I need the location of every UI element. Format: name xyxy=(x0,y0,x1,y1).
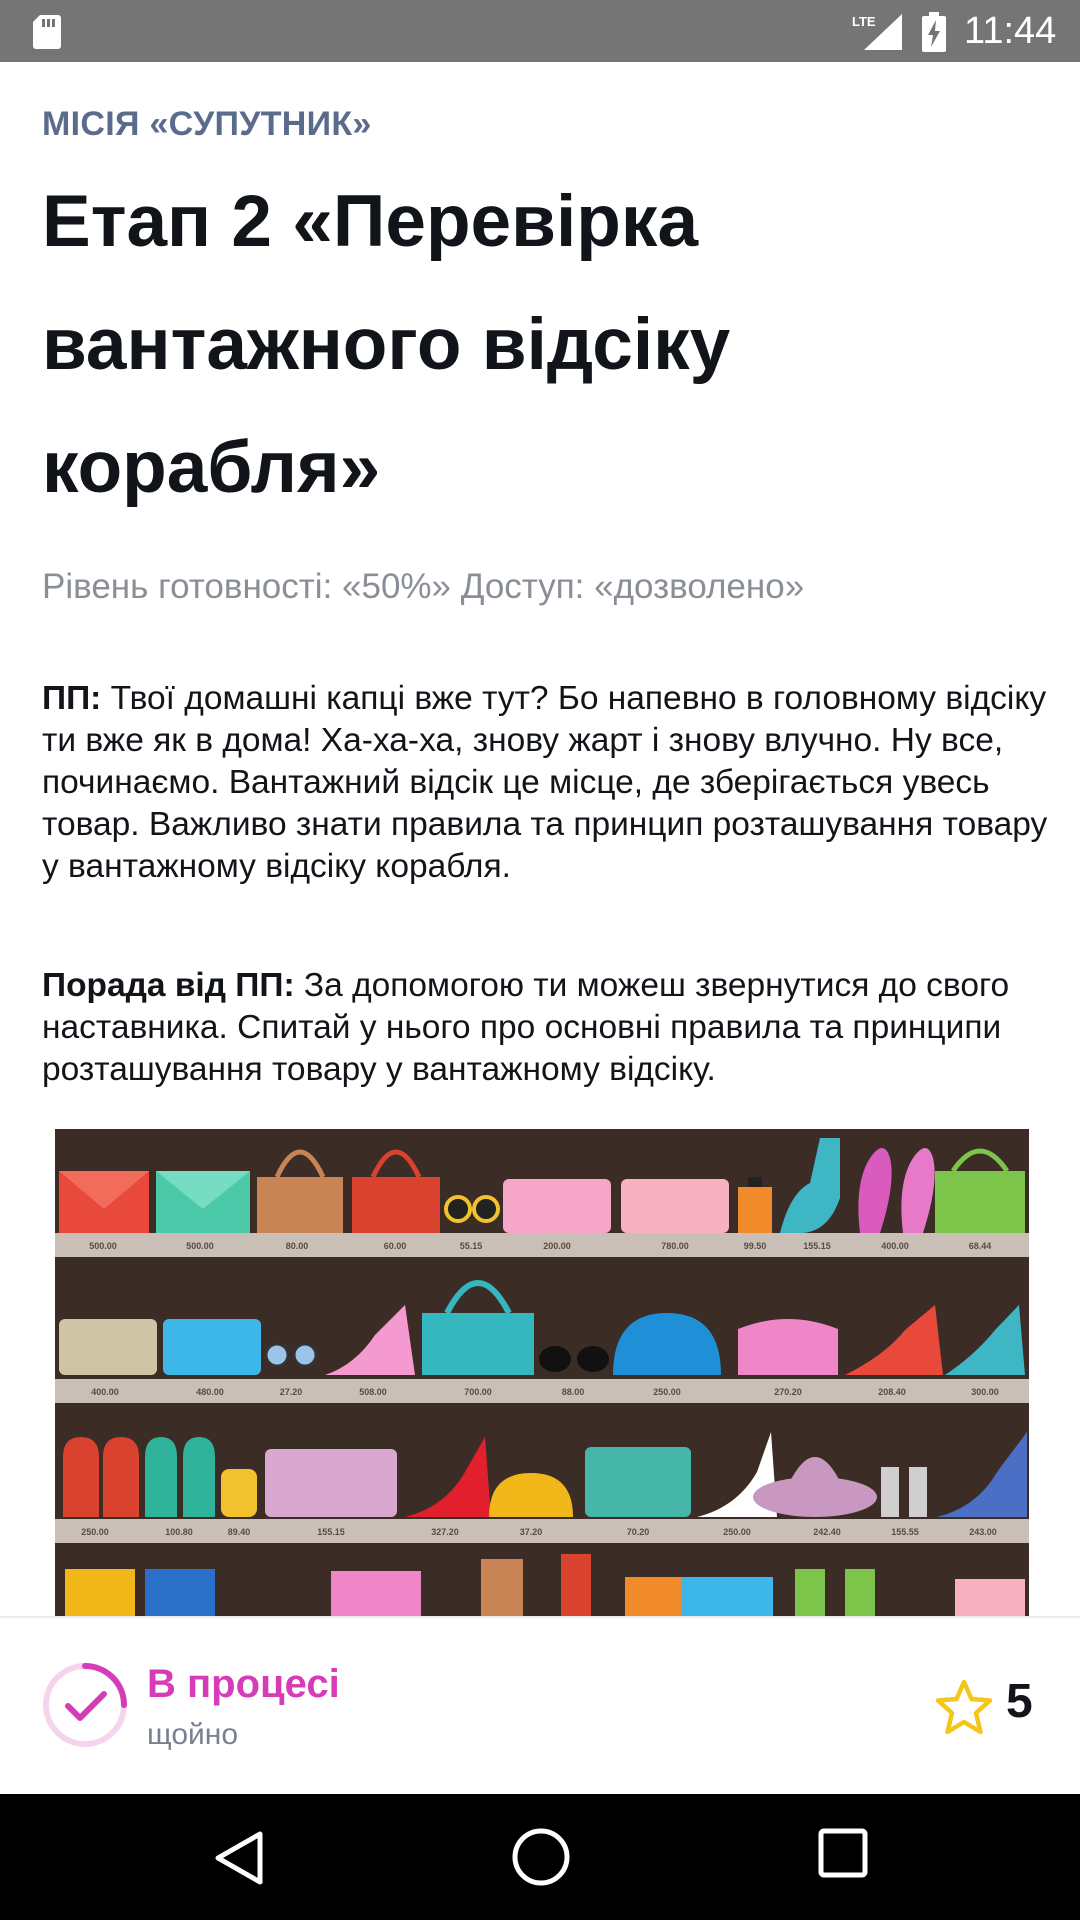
star-outline-icon xyxy=(934,1678,994,1736)
svg-text:270.20: 270.20 xyxy=(774,1387,802,1397)
svg-text:155.55: 155.55 xyxy=(891,1527,919,1537)
readiness-status: Рівень готовності: «50%» Доступ: «дозволено» xyxy=(42,567,805,606)
nav-back-icon[interactable] xyxy=(210,1828,266,1888)
status-bar xyxy=(0,0,1080,62)
check-circle-icon xyxy=(40,1660,130,1750)
svg-text:250.00: 250.00 xyxy=(81,1527,109,1537)
svg-text:780.00: 780.00 xyxy=(661,1241,689,1251)
svg-text:200.00: 200.00 xyxy=(543,1241,571,1251)
svg-text:500.00: 500.00 xyxy=(186,1241,214,1251)
svg-text:155.15: 155.15 xyxy=(317,1527,345,1537)
svg-text:250.00: 250.00 xyxy=(653,1387,681,1397)
battery-charging-icon xyxy=(922,12,946,52)
svg-text:155.15: 155.15 xyxy=(803,1241,831,1251)
svg-text:27.20: 27.20 xyxy=(279,1387,303,1397)
shelves-illustration xyxy=(55,1129,1029,1616)
svg-text:208.40: 208.40 xyxy=(878,1387,906,1397)
intro-paragraph xyxy=(42,678,1052,888)
lte-signal-icon xyxy=(850,12,902,50)
paragraph-text: Твої домашні капці вже тут? Бо напевно в головному відсіку ти вже як в дома! Ха-ха-ха, знову жарт і знову влучно. Ну все, починаємо. Вантажний відсік це місце, де зберігається увесь товар. Важливо знати правила та принцип розташування товару у вантажному відсіку корабля. xyxy=(42,680,1048,885)
paragraph-text: За допомогою ти можеш звернутися до свого наставника. Спитай у нього про основні правила та принципи розташування товару у вантажному відсіку. xyxy=(42,967,1010,1088)
tip-paragraph xyxy=(42,965,1052,1091)
svg-text:89.40: 89.40 xyxy=(227,1527,251,1537)
sd-card-icon xyxy=(32,14,62,50)
mission-content[interactable] xyxy=(0,62,1080,1616)
progress-status: В процесі xyxy=(147,1662,340,1706)
paragraph-label: Порада від ПП: xyxy=(42,967,295,1004)
paragraph-label: ПП: xyxy=(42,680,102,717)
nav-recent-icon[interactable] xyxy=(818,1828,868,1878)
svg-text:500.00: 500.00 xyxy=(89,1241,117,1251)
svg-text:68.44: 68.44 xyxy=(968,1241,992,1251)
mission-status-bar xyxy=(0,1616,1080,1794)
navigation-bar xyxy=(0,1794,1080,1920)
svg-text:100.80: 100.80 xyxy=(165,1527,193,1537)
svg-text:80.00: 80.00 xyxy=(285,1241,309,1251)
svg-text:327.20: 327.20 xyxy=(431,1527,459,1537)
svg-text:250.00: 250.00 xyxy=(723,1527,751,1537)
svg-text:70.20: 70.20 xyxy=(626,1527,650,1537)
status-clock: 11:44 xyxy=(964,10,1057,52)
svg-text:700.00: 700.00 xyxy=(464,1387,492,1397)
svg-text:37.20: 37.20 xyxy=(519,1527,543,1537)
svg-text:243.00: 243.00 xyxy=(969,1527,997,1537)
stage-title: Етап 2 «Перевірка вантажного відсіку корабля» xyxy=(42,181,731,508)
svg-text:60.00: 60.00 xyxy=(383,1241,407,1251)
svg-text:480.00: 480.00 xyxy=(196,1387,224,1397)
svg-text:LTE: LTE xyxy=(852,14,876,29)
svg-text:55.15: 55.15 xyxy=(459,1241,483,1251)
points-count: 5 xyxy=(1006,1675,1033,1728)
svg-text:400.00: 400.00 xyxy=(91,1387,119,1397)
svg-text:99.50: 99.50 xyxy=(743,1241,767,1251)
status-timestamp: щойно xyxy=(147,1718,239,1751)
mission-label: МІСІЯ «СУПУТНИК» xyxy=(42,105,372,143)
svg-text:242.40: 242.40 xyxy=(813,1527,841,1537)
svg-text:88.00: 88.00 xyxy=(561,1387,585,1397)
svg-text:300.00: 300.00 xyxy=(971,1387,999,1397)
svg-text:400.00: 400.00 xyxy=(881,1241,909,1251)
svg-text:508.00: 508.00 xyxy=(359,1387,387,1397)
nav-home-icon[interactable] xyxy=(510,1826,572,1888)
